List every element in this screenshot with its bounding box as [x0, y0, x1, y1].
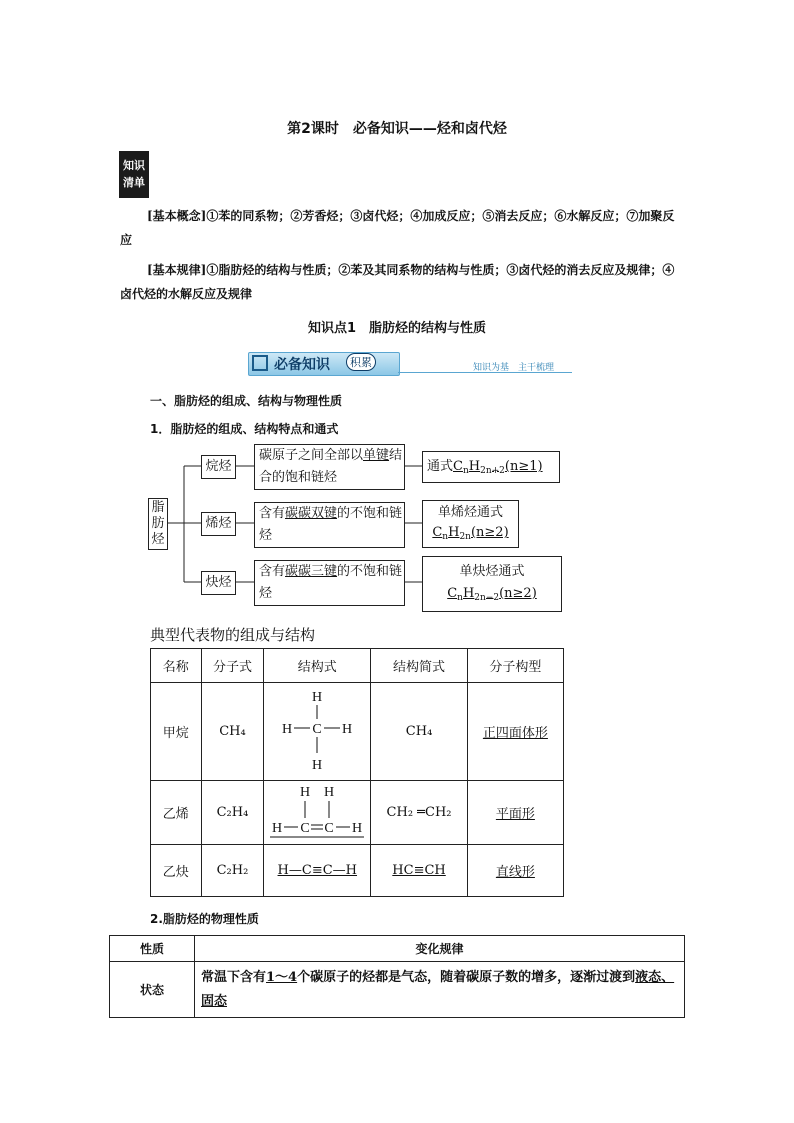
section-heading-1: 一、脂肪烃的组成、结构与物理性质: [150, 394, 343, 408]
cell-shape: [467, 845, 563, 897]
alkyne-box: 炔烃: [201, 571, 236, 595]
table-header-row: [151, 649, 564, 683]
knowledge-list-badge: 知识清单: [119, 151, 149, 198]
alkene-formula-label: 单烯烃通式: [437, 505, 503, 520]
table-row: [151, 781, 564, 845]
representative-compounds-table: [150, 648, 564, 897]
cell-simple: CH₂ ═CH₂: [371, 781, 468, 845]
cell-shape: [467, 781, 563, 845]
header-structure: 结构式: [264, 649, 371, 683]
ethylene-structure: [264, 781, 371, 845]
banner-label: 必备知识: [274, 357, 330, 373]
rule-key-1: 1～4: [266, 969, 298, 985]
physical-properties-table: [109, 935, 685, 1018]
svg-text:H: H: [324, 784, 335, 800]
alkene-box: 烯烃: [201, 512, 236, 536]
alkene-formula: $C_nH_{2n}(n\ge 2)$: [432, 525, 509, 542]
page-title: 第2课时 必备知识——烃和卤代烃: [287, 121, 507, 137]
methane-structure-drawing: [267, 685, 367, 775]
cell-name: 乙炔: [151, 845, 202, 897]
alkyne-desc-key: 碳碳三键: [285, 564, 338, 579]
methane-structure: [264, 683, 371, 781]
alkane-box: 烷烃: [201, 455, 236, 479]
svg-text:H: H: [342, 721, 353, 737]
ethylene-shape: 平面形: [495, 807, 535, 822]
cell-rule: [195, 962, 685, 1018]
alkene-desc-a: 含有: [259, 506, 286, 521]
svg-text:C: C: [312, 721, 322, 737]
cell-name: 乙烯: [151, 781, 202, 845]
rule-text-b: 个碳原子的烃都是气态，随着碳原子数的增多，逐渐过渡到: [297, 969, 636, 985]
svg-text:H: H: [312, 757, 323, 773]
cell-property: 状态: [110, 962, 195, 1018]
methane-shape: 正四面体形: [482, 726, 548, 741]
alkyne-formula-box: [422, 556, 562, 612]
alkyne-desc: [254, 560, 405, 606]
svg-text:H: H: [272, 820, 283, 836]
header-simple: 结构简式: [371, 649, 468, 683]
ethylene-structure-drawing: [267, 782, 367, 840]
header-rule: 变化规律: [195, 936, 685, 962]
table-header-row: [110, 936, 685, 962]
section-heading-1-2: 2.脂肪烃的物理性质: [150, 912, 259, 926]
cell-formula: C₂H₂: [201, 845, 264, 897]
alkyne-desc-a: 含有: [259, 564, 286, 579]
alkane-desc-a: 碳原子之间全部以: [259, 448, 364, 463]
cell-formula: C₂H₄: [201, 781, 264, 845]
svg-text:H: H: [282, 721, 293, 737]
alkene-desc-key: 碳碳双键: [285, 506, 338, 521]
rule-key-2: 液态、固态: [201, 969, 675, 1009]
alkyne-formula: $C_nH_{2n-2}(n\ge 2)$: [447, 586, 537, 603]
alkane-formula-label: 通式: [427, 459, 454, 474]
banner-subtitle: 知识为基 主干梳理: [473, 363, 555, 373]
cell-formula: CH₄: [201, 683, 264, 781]
header-property: 性质: [110, 936, 195, 962]
table-caption: 典型代表物的组成与结构: [150, 626, 316, 644]
alkyne-desc-b: 的不饱和链烃: [259, 564, 403, 601]
alkane-desc-key: 单键: [363, 448, 390, 463]
table-row: [110, 962, 685, 1018]
svg-text:C: C: [300, 820, 310, 836]
header-formula: 分子式: [201, 649, 264, 683]
svg-text:C: C: [324, 820, 334, 836]
table-row: [151, 845, 564, 897]
alkane-desc-b: 结合的饱和链烃: [259, 448, 403, 485]
ethyne-simple: HC≡CH: [392, 863, 446, 878]
table-row: [151, 683, 564, 781]
ethyne-structure-text: H—C≡C—H: [277, 863, 358, 878]
alkene-formula-box: [422, 500, 519, 548]
cell-simple: CH₄: [371, 683, 468, 781]
knowledge-point-heading: 知识点1 脂肪烃的结构与性质: [307, 321, 487, 336]
svg-text:H: H: [352, 820, 363, 836]
root-box: 脂肪烃: [148, 498, 168, 550]
ethyne-structure: [264, 845, 371, 897]
section-heading-1-1: 1．脂肪烃的组成、结构特点和通式: [150, 422, 339, 436]
rule-text-a: 常温下含有: [201, 969, 267, 985]
basic-concept-paragraph: [基本概念]①苯的同系物；②芳香烃；③卤代烃；④加成反应；⑤消去反应；⑥水解反应；⑦加聚反应: [120, 209, 675, 247]
alkene-desc-b: 的不饱和链烃: [259, 506, 403, 543]
svg-text:H: H: [300, 784, 311, 800]
cell-shape: [467, 683, 563, 781]
alkene-desc: [254, 502, 405, 548]
ethyne-shape: 直线形: [495, 865, 535, 880]
alkane-formula-box: 通式$C_nH_{2n+2}(n\ge 1)$: [422, 451, 560, 483]
banner-seal: 积累: [346, 353, 376, 371]
cell-name: 甲烷: [151, 683, 202, 781]
alkane-desc: [254, 444, 405, 490]
header-name: 名称: [151, 649, 202, 683]
header-shape: 分子构型: [467, 649, 563, 683]
cell-simple: [371, 845, 468, 897]
alkyne-formula-label: 单炔烃通式: [459, 564, 525, 579]
basic-rule-paragraph: [基本规律]①脂肪烃的结构与性质；②苯及其同系物的结构与性质；③卤代烃的消去反应及规律；④卤代烃的水解反应及规律: [120, 263, 675, 301]
svg-text:H: H: [312, 689, 323, 705]
